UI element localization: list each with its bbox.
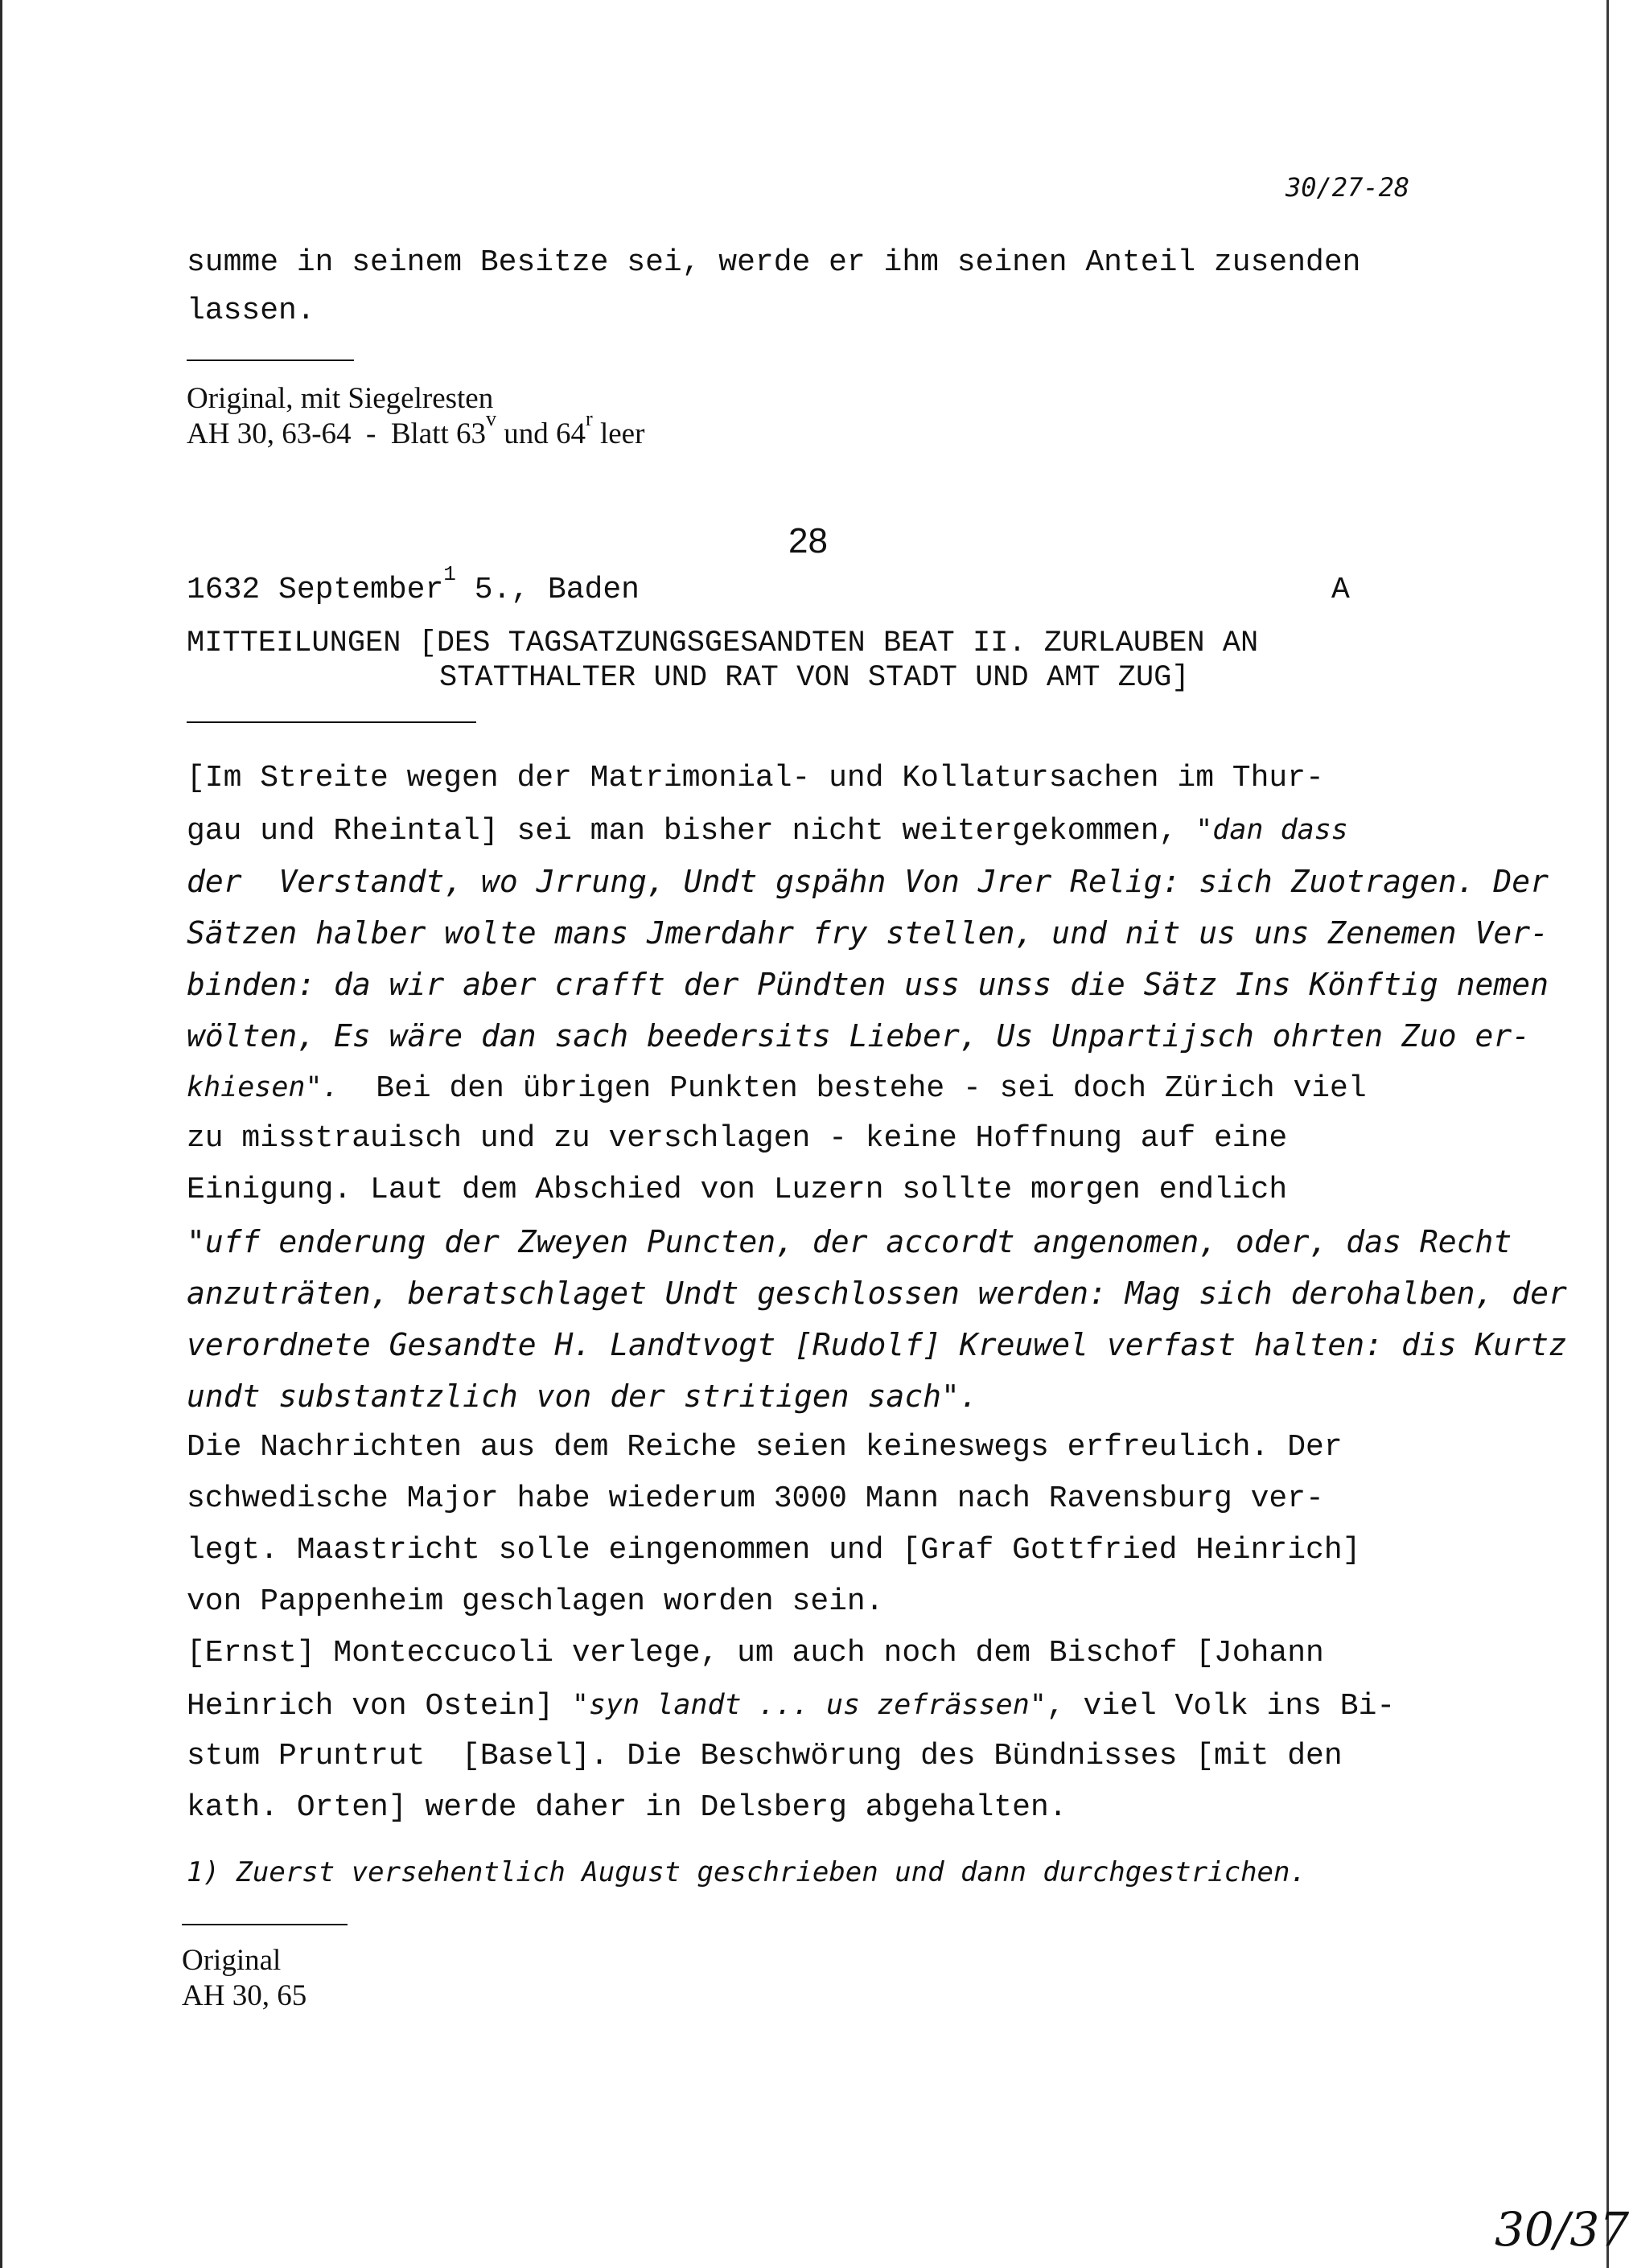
entry-date: 1632 September$^1$ 5., Baden: [187, 562, 640, 607]
body-line-9: Einigung. Laut dem Abschied von Luzern sollte morgen endlich: [187, 1173, 1288, 1207]
body-line-4: Sätzen halber wolte mans Jmerdahr fry stellen, und nit us uns Zenemen Ver-: [187, 915, 1549, 951]
body-line-18: [Ernst] Monteccucoli verlege, um auch noch dem Bischof [Johann: [187, 1636, 1324, 1670]
document-number: 28: [788, 521, 828, 561]
body-line-13: undt substantzlich von der stritigen sach".: [187, 1378, 978, 1414]
handwritten-folio-number: 30/37: [1495, 2202, 1629, 2257]
body-line-19: Heinrich von Ostein] "syn landt ... us zefrässen", viel Volk ins Bi-: [187, 1689, 1396, 1724]
verso-superscript: v: [486, 407, 497, 430]
entry-heading-line-2: STATTHALTER UND RAT VON STADT UND AMT ZUG]: [439, 661, 1190, 695]
source-rule: [182, 1924, 348, 1925]
footnote-1: 1) Zuerst versehentlich August geschrieben und dann durchgestrichen.: [187, 1856, 1306, 1888]
entry-heading-line-1: MITTEILUNGEN [DES TAGSATZUNGSGESANDTEN BEAT II. ZURLAUBEN AN: [187, 627, 1259, 660]
body-line-2: gau und Rheintal] sei man bisher nicht weitergekommen, "dan dass: [187, 814, 1348, 848]
body-line-3: der Verstandt, wo Jrrung, Undt gspähn Von Jrer Relig: sich Zuotragen. Der: [187, 864, 1549, 899]
body-line-12: verordnete Gesandte H. Landtvogt [Rudolf] Kreuwel verfast halten: dis Kurtz: [187, 1327, 1567, 1362]
source-line-1: Original, mit Siegelresten: [187, 382, 494, 415]
body-line-16: legt. Maastricht solle eingenommen und [Graf Gottfried Heinrich]: [187, 1533, 1361, 1567]
body-line-15: schwedische Major habe wiederum 3000 Mann nach Ravensburg ver-: [187, 1481, 1324, 1516]
page-edge-left: [0, 0, 2, 2268]
body-line-1: [Im Streite wegen der Matrimonial- und Kollatursachen im Thur-: [187, 761, 1324, 795]
body-line-20: stum Pruntrut [Basel]. Die Beschwörung des Bündnisses [mit den: [187, 1739, 1343, 1773]
entry-source-line-1: Original: [182, 1944, 282, 1977]
body-line-5: binden: da wir aber crafft der Pündten uss unss die Sätz Ins Könftig nemen: [187, 967, 1549, 1002]
body-line-17: von Pappenheim geschlagen worden sein.: [187, 1584, 884, 1619]
prev-text-line-2: lassen.: [187, 294, 315, 328]
entry-source-line-2: AH 30, 65: [182, 1979, 307, 2012]
separator-rule: [187, 360, 354, 361]
source-line-2: AH 30, 63-64 - Blatt 63$^v$ und 64$^r$ leer: [187, 407, 645, 450]
entry-type-label: A: [1331, 573, 1350, 607]
footnote-marker: 1: [443, 562, 456, 586]
recto-superscript: r: [586, 407, 593, 430]
page-edge-right: [1606, 0, 1609, 2268]
body-line-14: Die Nachrichten aus dem Reiche seien keineswegs erfreulich. Der: [187, 1430, 1343, 1465]
body-line-11: anzuträten, beratschlaget Undt geschlossen werden: Mag sich derohalben, der: [187, 1276, 1567, 1311]
body-line-7: khiesen". Bei den übrigen Punkten bestehe - sei doch Zürich viel: [187, 1071, 1367, 1106]
body-line-6: wölten, Es wäre dan sach beedersits Lieber, Us Unpartijsch ohrten Zuo er-: [187, 1018, 1531, 1054]
body-line-10: "uff enderung der Zweyen Puncten, der accordt angenomen, oder, das Recht: [187, 1224, 1512, 1259]
heading-rule: [187, 721, 476, 723]
body-line-21: kath. Orten] werde daher in Delsberg abgehalten.: [187, 1790, 1067, 1825]
page-reference: 30/27-28: [1286, 172, 1410, 203]
body-line-8: zu misstrauisch und zu verschlagen - keine Hoffnung auf eine: [187, 1121, 1288, 1156]
prev-text-line-1: summe in seinem Besitze sei, werde er ihm seinen Anteil zusenden: [187, 245, 1361, 280]
